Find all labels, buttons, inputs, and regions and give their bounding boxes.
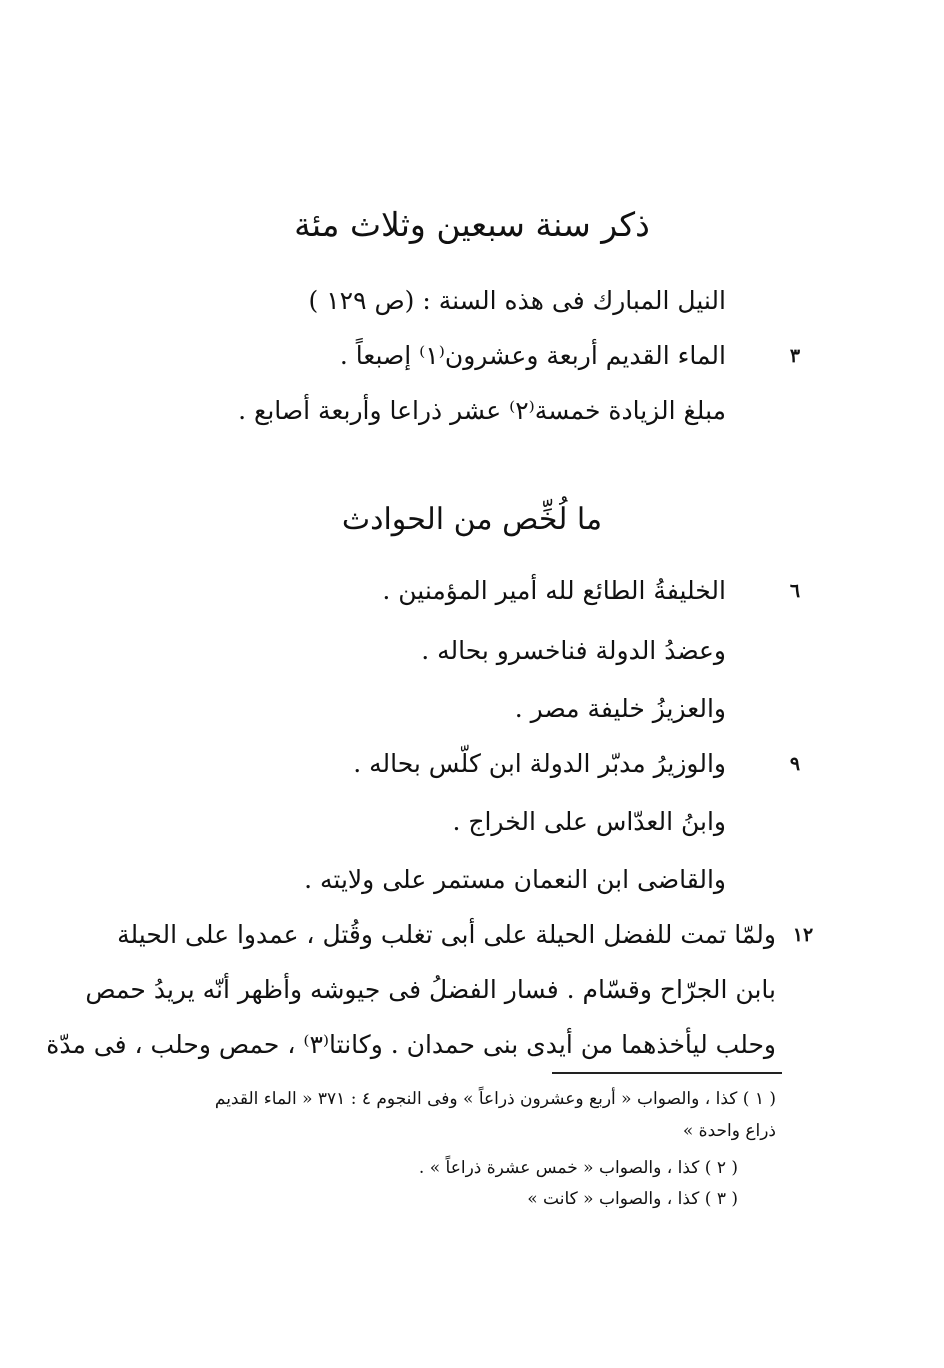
line-number-12: ١٢ bbox=[792, 924, 814, 946]
nile-line-1: النيل المبارك فى هذه السنة : (ص ١٢٩ ) bbox=[308, 286, 726, 315]
paragraph-line-2: بابن الجرّاح وقسّام . فسار الفضلُ فى جيوشه وأظهر أنّه يريدُ حمص bbox=[85, 975, 776, 1004]
events-title: ما لُخِّص من الحوادث bbox=[341, 502, 603, 537]
footnote-divider bbox=[552, 1072, 782, 1074]
line-number-9: ٩ bbox=[789, 753, 801, 775]
nile-line-2: الماء القديم أربعة وعشرون⁽١⁾ إصبعاً . bbox=[339, 341, 726, 370]
event-line-2: وعضدُ الدولة فناخسرو بحاله . bbox=[421, 636, 726, 665]
paragraph-line-1: ولمّا تمت للفضل الحيلة على أبى تغلب وقُتل ، عمدوا على الحيلة bbox=[117, 920, 776, 949]
event-line-3: والعزيزُ خليفة مصر . bbox=[514, 694, 726, 723]
paragraph-line-3: وحلب ليأخذهما من أيدى بنى حمدان . وكانتا⁽٣⁾ ، حمص وحلب ، فى مدّة bbox=[46, 1030, 776, 1059]
nile-line-3: مبلغ الزيادة خمسة⁽٢⁾ عشر ذراعا وأربعة أصابع . bbox=[238, 396, 726, 425]
event-line-6: والقاضى ابن النعمان مستمر على ولايته . bbox=[304, 865, 726, 894]
line-number-3: ٣ bbox=[789, 345, 801, 367]
footnote-1-line-2: ذراع واحدة » bbox=[682, 1121, 776, 1141]
footnote-1-line-1: ( ١ ) كذا ، والصواب « أربع وعشرون ذراعاً » وفى النجوم ٤ : ٣٧١ « الماء القديم bbox=[214, 1089, 776, 1109]
event-line-4: والوزيرُ مدبّر الدولة ابن كلّس بحاله . bbox=[353, 749, 726, 778]
line-number-6: ٦ bbox=[789, 580, 801, 602]
event-line-1: الخليفةُ الطائع لله أمير المؤمنين . bbox=[382, 576, 726, 605]
footnote-2: ( ٢ ) كذا ، والصواب « خمس عشرة ذراعاً » . bbox=[418, 1158, 738, 1178]
section-title: ذكر سنة سبعين وثلاث مئة bbox=[294, 205, 650, 244]
event-line-5: وابنُ العدّاس على الخراج . bbox=[452, 807, 726, 836]
footnote-3: ( ٣ ) كذا ، والصواب « كانت » bbox=[527, 1189, 738, 1209]
